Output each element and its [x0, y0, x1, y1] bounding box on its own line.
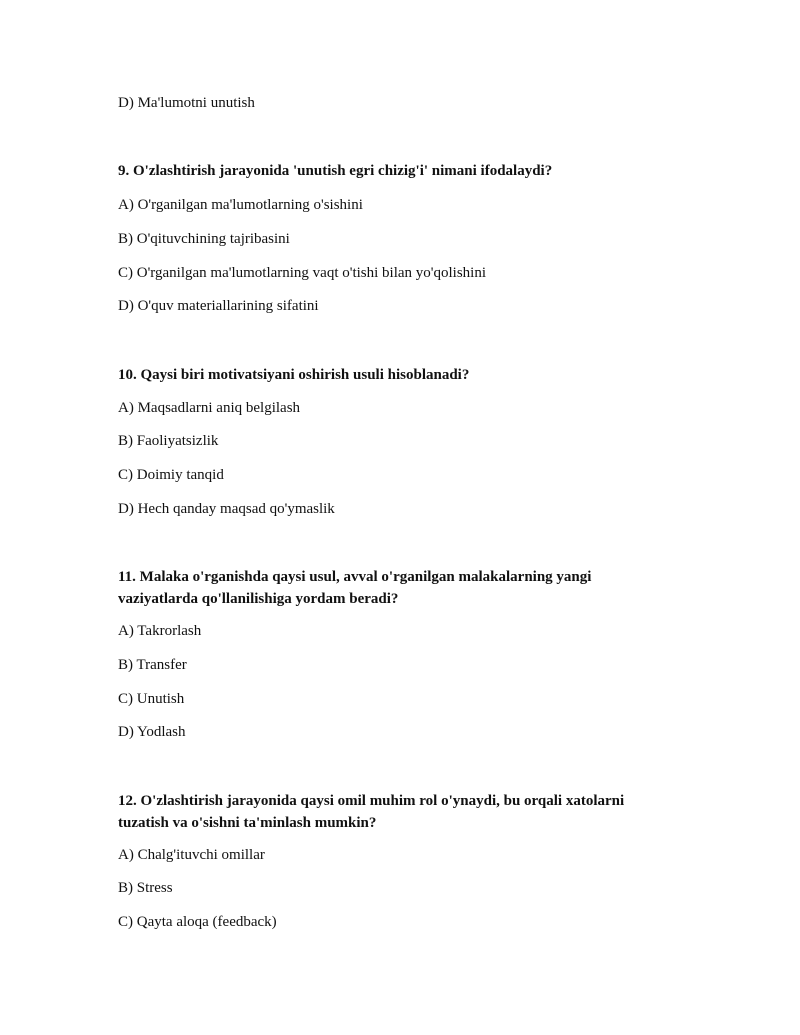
question-11-option-a: A) Takrorlash [118, 623, 202, 639]
question-9-option-b: B) O'qituvchining tajribasini [118, 231, 290, 247]
question-9-text: 9. O'zlashtirish jarayonida 'unutish egri chizig'i' nimani ifodalaydi? [118, 163, 553, 179]
question-10-text: 10. Qaysi biri motivatsiyani oshirish usuli hisoblanadi? [118, 367, 470, 383]
question-12-text-line2: tuzatish va o'sishni ta'minlash mumkin? [118, 815, 377, 831]
question-11-text-line2: vaziyatlarda qo'llanilishiga yordam beradi? [118, 591, 399, 607]
question-9-option-d: D) O'quv materiallarining sifatini [118, 298, 319, 314]
question-12-option-c: C) Qayta aloqa (feedback) [118, 914, 277, 930]
question-9-option-a: A) O'rganilgan ma'lumotlarning o'sishini [118, 197, 363, 213]
question-11-text-line1: 11. Malaka o'rganishda qaysi usul, avval o'rganilgan malakalarning yangi [118, 569, 592, 585]
question-11-option-b: B) Transfer [118, 657, 187, 673]
question-10-option-a: A) Maqsadlarni aniq belgilash [118, 400, 301, 416]
question-9-option-c: C) O'rganilgan ma'lumotlarning vaqt o'tishi bilan yo'qolishini [118, 265, 486, 281]
question-10-option-c: C) Doimiy tanqid [118, 467, 224, 483]
question-11-option-d: D) Yodlash [118, 724, 186, 740]
question-11-option-c: C) Unutish [118, 691, 185, 707]
question-12-text-line1: 12. O'zlashtirish jarayonida qaysi omil muhim rol o'ynaydi, bu orqali xatolarni [118, 793, 625, 809]
question-12-option-b: B) Stress [118, 880, 173, 896]
option-text: D) Ma'lumotni unutish [118, 95, 255, 111]
question-10-option-d: D) Hech qanday maqsad qo'ymaslik [118, 501, 335, 517]
question-12-option-a: A) Chalg'ituvchi omillar [118, 847, 265, 863]
question-10-option-b: B) Faoliyatsizlik [118, 433, 219, 449]
